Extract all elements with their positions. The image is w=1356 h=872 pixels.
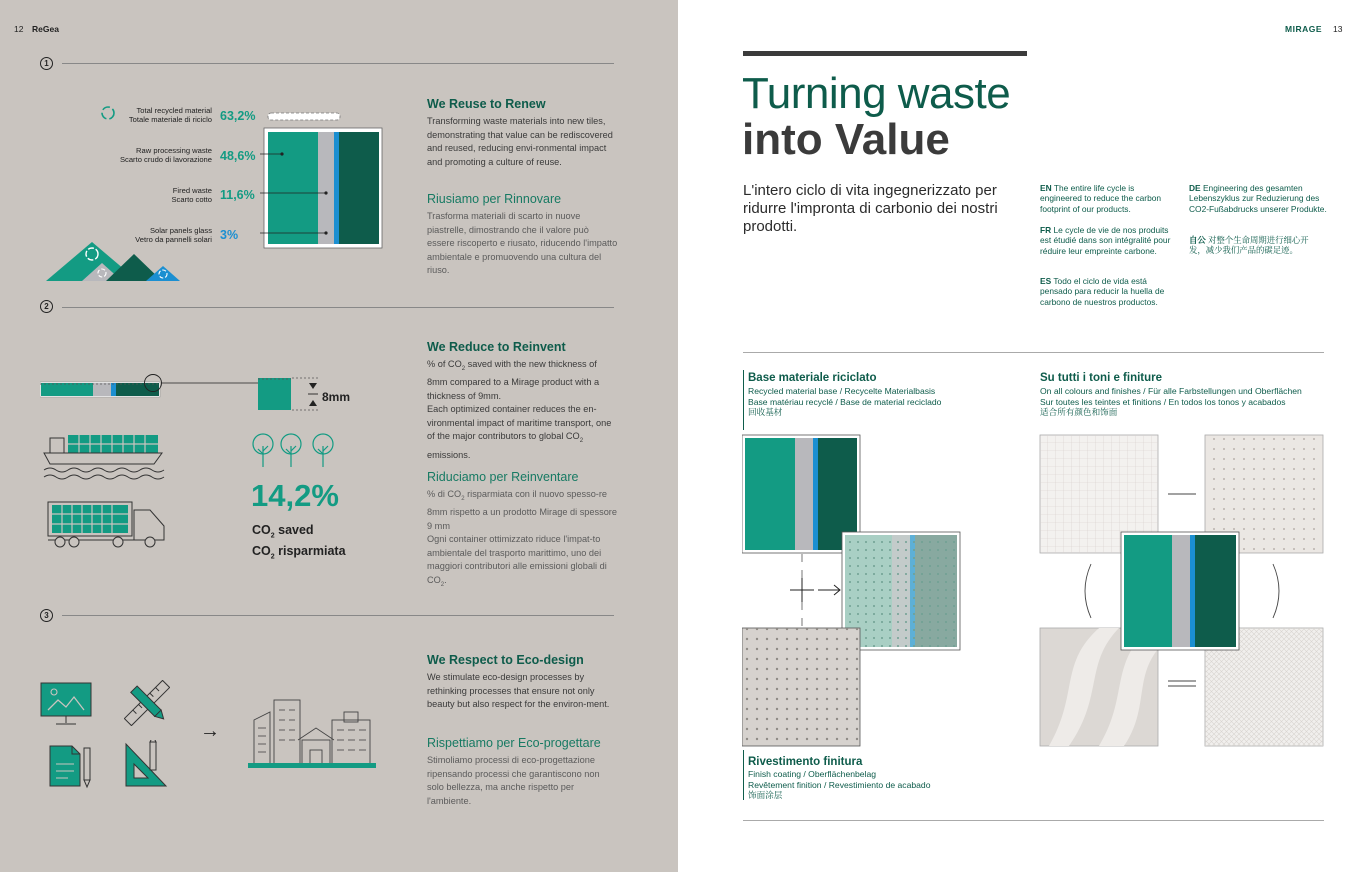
coating-title: Rivestimento finitura: [748, 756, 863, 768]
material-label-glass: Solar panels glass Vetro da pannelli solari: [135, 226, 212, 244]
section-3-body-it: Stimoliamo processi di eco-progettazione ripensando processi che garantiscono non solo bellezza, ma anche rispetto per l'ambiente.: [427, 755, 600, 806]
lead-text-it: L'intero ciclo di vita ingegnerizzato per ridurre l'impronta di carbonio dei nostri prodotti.: [743, 182, 998, 235]
divider-bottom: [743, 820, 1324, 821]
finishes-grid-diagram: [1039, 434, 1325, 753]
section-divider-3: [62, 615, 614, 616]
section-1-body-it: Trasforma materiali di scarto in nuove piastrelle, dimostrando che il valore può essere riscoperto e riusato, riducendo l'impatto ambientale e promuovendo una cultura del riuso.: [427, 211, 618, 276]
section-3-subtitle-it: Rispettiamo per Eco-progettare: [427, 736, 601, 750]
lang-block-es: ES Todo el ciclo de vida está pensado para reducir la huella de carbono de nuestros productos.: [1040, 276, 1165, 307]
title-line-2: into Value: [742, 115, 950, 164]
monitor-image-icon: [40, 682, 92, 731]
lang-block-de: DE Engineering des gesamten Lebenszyklus zur Reduzierung des CO2-Fußabdrucks unserer Produkte.: [1189, 183, 1327, 214]
title-top-bar: [743, 51, 1027, 56]
page-number-right: 13: [1333, 24, 1343, 34]
exploded-tile-diagram: [742, 434, 962, 753]
finishes-title: Su tutti i toni e finiture: [1040, 372, 1163, 384]
co2-saved-label: $CO_2$ saved $CO_2$ risparmiata: [252, 523, 346, 560]
section-number-3: 3: [40, 609, 53, 622]
material-value-glass: 3%: [220, 228, 239, 242]
material-value-fired: 11,6%: [220, 188, 255, 202]
section-divider-2: [62, 307, 614, 308]
section-2-body-it-1: % di $CO_2$ risparmiata con il nuovo spesso-re 8mm rispetto a un prodotto Mirage di spessore 9 mm: [427, 489, 617, 532]
section-1-body-en: Transforming waste materials into new tiles, demonstrating that value can be rediscovered and reused, reducing envi-ronmental impact and promoting a culture of reuse.: [427, 116, 613, 167]
arrow-right-icon: →: [200, 720, 220, 742]
section-2-subtitle-it: Riduciamo per Reinventare: [427, 470, 579, 484]
section-number-2: 2: [40, 300, 53, 313]
lang-block-zh: 自公 对整个生命周期进行细心开发，减少我们产品的碳足迹。: [1189, 235, 1309, 256]
truck-icon: [46, 500, 168, 555]
pencil-ruler-icon: [124, 680, 170, 731]
material-value-raw: 48,6%: [220, 149, 256, 163]
material-label-total: Total recycled material Totale materiale di riciclo: [128, 106, 212, 124]
section-2-body-it-2: Ogni container ottimizzato riduce l'impat-to ambientale del trasporto marittimo, uno dei maggiori contributori alle emissioni globali di $CO_2$.: [427, 534, 607, 588]
right-page: [678, 0, 1356, 872]
trees-icon: [250, 432, 342, 473]
section-2-body-en-2: Each optimized container reduces the en-vironmental impact of maritime transport, one of the major contributors to global $CO_2$ emissions.: [427, 404, 612, 460]
brand-regea: ReGea: [32, 24, 59, 34]
co2-saved-percentage: 14,2%: [251, 478, 339, 513]
base-material-text: Recycled material base / Recycelte Materialbasis Base matériau recyclé / Base de material reciclado 回收基材: [748, 386, 942, 418]
lang-block-fr: FR Le cycle de vie de nos produits est étudié dans son intégralité pour réduire leur empreinte carbone.: [1040, 225, 1171, 256]
title-line-1: Turning waste: [742, 69, 1011, 118]
thickness-label: 8mm: [322, 390, 351, 404]
finishes-text: On all colours and finishes / Für alle Farbstellungen und Oberflächen Sur toutes les teintes et finitions / En todos los tonos y acabados 适合所有颜色和饰面: [1040, 386, 1302, 418]
section-divider-1: [62, 63, 614, 64]
tile-composition-diagram: [260, 112, 386, 255]
material-label-fired: Fired waste Scarto cotto: [171, 186, 212, 204]
coating-text: Finish coating / Oberflächenbelag Revêtement finition / Revestimiento de acabado 饰面涂层: [748, 769, 931, 801]
base-material-title: Base materiale riciclato: [748, 372, 877, 384]
section-1-title: We Reuse to Renew: [427, 97, 546, 111]
material-value-total: 63,2%: [220, 109, 256, 123]
container-ship-icon: [42, 432, 166, 487]
page-number-left: 12: [14, 24, 24, 34]
lang-block-en: EN The entire life cycle is engineered to reduce the carbon footprint of our products.: [1040, 183, 1162, 214]
divider-top: [743, 352, 1324, 353]
section-1-subtitle-it: Riusiamo per Rinnovare: [427, 192, 562, 206]
section-number-1: 1: [40, 57, 53, 70]
city-buildings-icon: [248, 696, 378, 775]
tile-thickness-diagram: [40, 372, 360, 421]
section-2-title: We Reduce to Reinvent: [427, 340, 566, 354]
brand-mirage: MIRAGE: [1285, 24, 1322, 34]
caption-line-coat: [743, 750, 744, 800]
set-square-icon: [124, 740, 170, 793]
material-label-raw: Raw processing waste Scarto crudo di lavorazione: [119, 146, 212, 164]
waste-mountains-icon: [46, 240, 184, 289]
caption-line-base: [743, 370, 744, 430]
section-3-body-en: We stimulate eco-design processes by rethinking processes that ensure not only beauty but also respect for the environ-ment.: [427, 672, 610, 710]
section-2-body-en-1: % of $CO_2$ saved with the new thickness of 8mm compared to a Mirage product with a thickness of 9mm.: [427, 359, 600, 402]
document-pencil-icon: [46, 742, 94, 795]
section-3-title: We Respect to Eco-design: [427, 653, 584, 667]
